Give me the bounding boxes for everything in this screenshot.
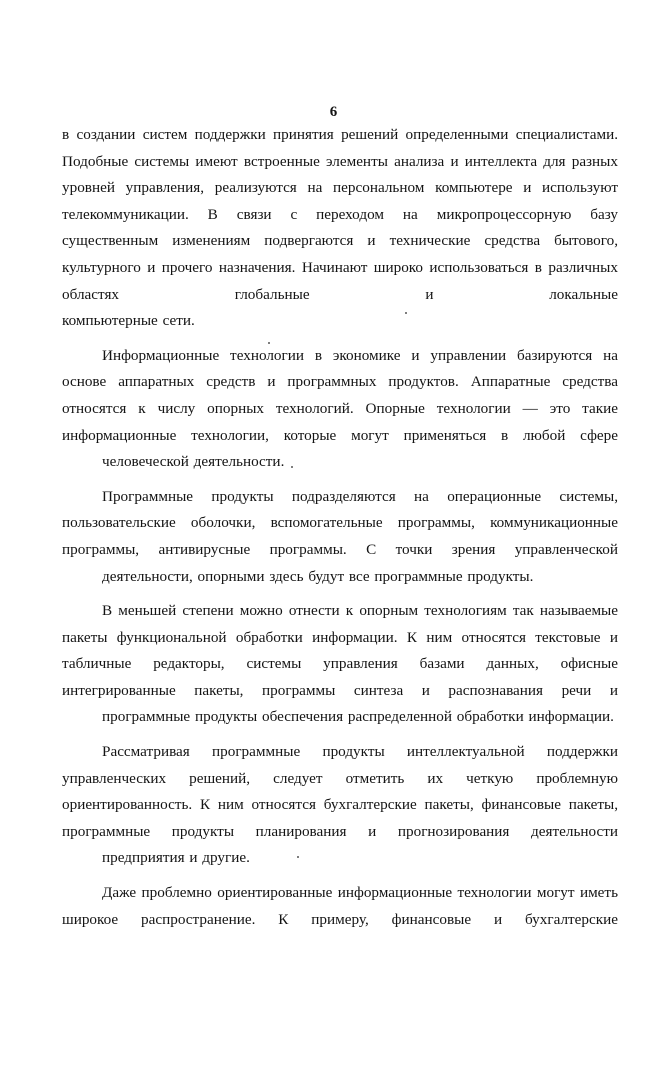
paragraph-2 [62, 343, 618, 476]
paragraph-1-text: в создании систем поддержки принятия решений определенными специалистами. Подобные системы имеют встроенные элементы анализа и интеллекта для разных уровней управления, реализуются на персональном компьютере и используют телекоммуникации. В связи с переходом на микропроцессорную базу существенным изменениям подвергаются и технические средства бытового, культурного и прочего назначения. Начинают широко использоваться в различных областях глобальные и локальные [62, 126, 618, 303]
paragraph-3-last-line: деятельности, опорными здесь будут все программные продукты. [102, 567, 534, 585]
paragraph-3 [62, 484, 618, 590]
page-number: 6 [329, 104, 338, 120]
scan-speck [291, 466, 293, 468]
paragraph-4-text: В меньшей степени можно отнести к опорным технологиям так называемые пакеты функциональной обработки информации. К ним относятся текстовые и табличные редакторы, системы управления базами данных, офисные интегрированные пакеты, программы синтеза и распознавания речи и [62, 602, 618, 699]
paragraph-5 [62, 739, 618, 872]
scan-speck [297, 856, 299, 858]
paragraph-2-last-line: человеческой деятельности. [102, 453, 285, 471]
paragraph-2-text: Информационные технологии в экономике и управлении базируются на основе аппаратных средств и программных продуктов. Аппаратные средства относятся к числу опорных технологий. Опорные технологии — это такие информационные технологии, которые могут применяться в любой сфере [62, 346, 618, 444]
scan-speck [405, 312, 407, 314]
paragraph-6-text: Даже проблемно ориентированные информационные технологии могут иметь широкое распространение. К примеру, финансовые и бухгалтерские [62, 884, 618, 928]
paragraph-1 [62, 122, 618, 335]
paragraph-4 [62, 598, 618, 731]
paragraph-4-last-line: программные продукты обеспечения распределенной обработки информации. [102, 708, 614, 726]
paragraph-5-last-line: предприятия и другие. [102, 849, 250, 867]
paragraph-3-text: Программные продукты подразделяются на операционные системы, пользовательские оболочки, вспомогательные программы, коммуникационные программы, антивирусные программы. С точки зрения управленческой [62, 487, 618, 558]
text-body [62, 122, 618, 941]
paragraph-6 [62, 880, 618, 933]
scan-speck [268, 342, 270, 344]
paragraph-5-text: Рассматривая программные продукты интеллектуальной поддержки управленческих решений, следует отметить их четкую проблемную ориентированность. К ним относятся бухгалтерские пакеты, финансовые пакеты, программные продукты планирования и прогнозирования деятельности [62, 743, 618, 840]
paragraph-1-last-line: компьютерные сети. [62, 312, 195, 330]
